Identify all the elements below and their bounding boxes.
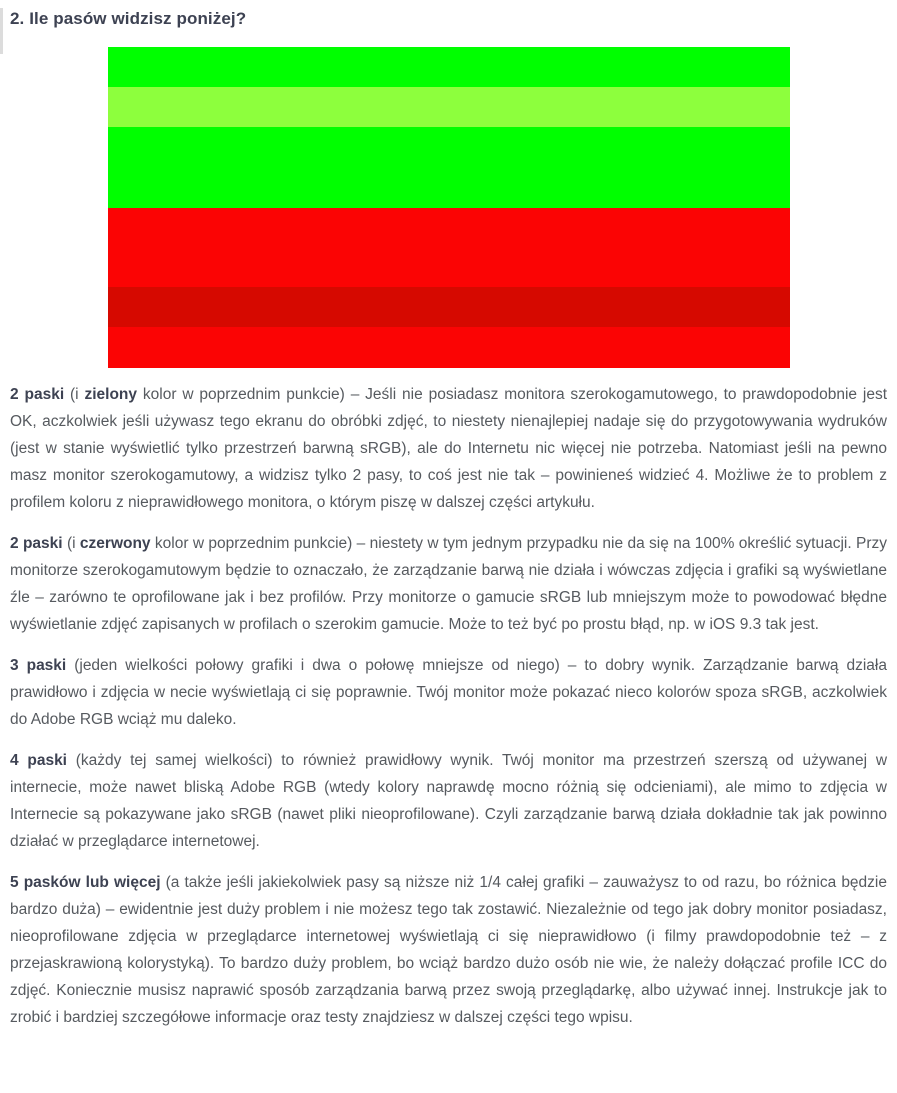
- bold-text: zielony: [84, 386, 138, 403]
- color-stripe-green-srgb-top: [108, 47, 790, 87]
- bold-text: 2 paski: [10, 386, 65, 403]
- color-stripe-red-wide-gamut: [108, 287, 790, 327]
- body-text: kolor w poprzednim punkcie) – niestety w tym jednym przypadku nie da się na 100% określić sytuacji. Przy monitorze szerokogamutowym będzie to oznaczało, że zarządzanie barwą nie działa i wówczas zdjęcia i grafiki są wyświetlane źle – zarówno te oprofilowane jak i bez profilów. Przy monitorze o gamucie sRGB lub mniejszym może to powodować błędne wyświetlanie zdjęć zapisanych w profilach o szerokim gamucie. Może to też być po prostu błąd, np. w iOS 9.3 tak jest.: [10, 535, 888, 633]
- color-stripes-container: [108, 47, 790, 368]
- paragraphs: [10, 381, 887, 1031]
- paragraph: [10, 530, 887, 638]
- left-edge-artifact: [0, 8, 3, 54]
- bold-text: 5 pasków lub więcej: [10, 874, 161, 891]
- paragraph: [10, 652, 887, 733]
- body-text: (każdy tej samej wielkości) to również prawidłowy wynik. Twój monitor ma przestrzeń szerszą od używanej w internecie, może nawet bliską Adobe RGB (wtedy kolory naprawdę mocno różnią się odcieniami), ale mimo to zdjęcia w Internecie są pokazywane jako sRGB (nawet pliki nieoprofilowane). Czyli zarządzanie barwą działa dokładnie tak jak powinno działać w przeglądarce internetowej.: [10, 752, 888, 850]
- paragraph: [10, 747, 887, 855]
- body-text: (jeden wielkości połowy grafiki i dwa o połowę mniejsze od niego) – to dobry wynik. Zarządzanie barwą działa prawidłowo i zdjęcia w necie wyświetlają ci się poprawnie. Twój monitor może pokazać nieco kolorów spoza sRGB, aczkolwiek do Adobe RGB wciąż mu daleko.: [10, 657, 887, 728]
- page-title: 2. Ile pasów widzisz poniżej?: [10, 9, 247, 28]
- bold-text: czerwony: [79, 535, 151, 552]
- paragraph: [10, 381, 887, 516]
- color-stripe-green-wide-gamut: [108, 87, 790, 126]
- body-text: (i: [64, 386, 85, 403]
- bold-text: 4 paski: [10, 752, 67, 769]
- color-test-image: [108, 47, 790, 368]
- color-stripe-red-srgb-bottom: [108, 327, 790, 368]
- paragraph: [10, 869, 887, 1031]
- bold-text: 2 paski: [10, 535, 63, 552]
- bold-text: 3 paski: [10, 657, 67, 674]
- color-stripe-red-srgb-top: [108, 208, 790, 287]
- body-text: (a także jeśli jakiekolwiek pasy są niższe niż 1/4 całej grafiki – zauważysz to od razu, bo różnica będzie bardzo duża) – ewidentnie jest duży problem i nie możesz tego tak zostawić. Niezależnie od tego jak dobry monitor posiadasz, nieoprofilowane zdjęcia w przeglądarce internetowej wyświetlają ci się nieprawidłowo (i filmy prawdopodobnie też – z przejaskrawioną kolorystyką). To bardzo duży problem, bo wciąż bardzo dużo osób nie wie, że należy dołączać profile ICC do zdjęć. Koniecznie musisz naprawić sposób zarządzania barwą przez swoją przeglądarkę, albo używać innej. Instrukcje jak to zrobić i bardziej szczegółowe informacje oraz testy znajdziesz w dalszej części tego wpisu.: [10, 874, 887, 1026]
- body-text: (i: [62, 535, 80, 552]
- color-stripe-green-srgb-bottom: [108, 127, 790, 209]
- body-text: kolor w poprzednim punkcie) – Jeśli nie posiadasz monitora szerokogamutowego, to prawdopodobnie jest OK, aczkolwiek jeśli używasz tego ekranu do obróbki zdjęć, to niestety nienajlepiej nadaje się do przygotowywania wydruków (jest w stanie wyświetlić tylko przestrzeń barwną sRGB), ale do Internetu nic więcej nie potrzeba. Natomiast jeśli na pewno masz monitor szerokogamutowy, a widzisz tylko 2 pasy, to coś jest nie tak – powinieneś widzieć 4. Możliwe że to problem z profilem koloru z nieprawidłowego monitora, o którym piszę w dalszej części artykułu.: [10, 386, 888, 511]
